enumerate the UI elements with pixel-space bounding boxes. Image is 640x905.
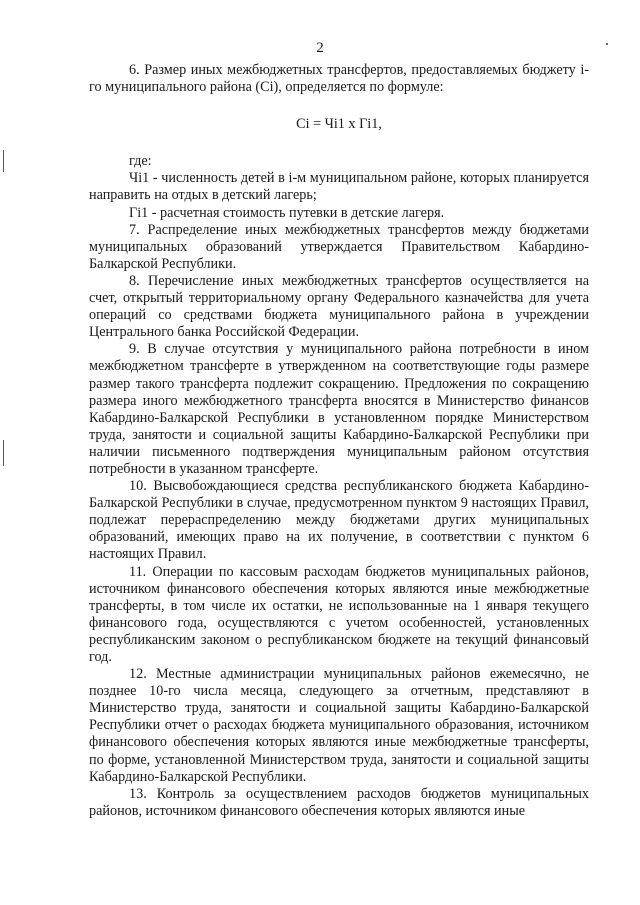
paragraph-9: 9. В случае отсутствия у муниципального района потребности в ином межбюджетном трансферте в утвержденном на соответствующие годы размере размер такого трансферта подлежит сокращению. Предложения по сокращению размера иного межбюджетного трансферта вносятся в Министерство финансов Кабардино-Балкарской Республики в установленном порядке Министерством труда, занятости и социальной защиты Кабардино-Балкарской Республики при наличии письменного подтверждения муниципальным районом отсутствия потребности в указанном трансферте. bbox=[89, 341, 589, 477]
formula-term-gi1: Гi1 - расчетная стоимость путевки в детские лагеря. bbox=[129, 204, 445, 221]
scan-margin-mark bbox=[3, 440, 4, 466]
formula: Сi = Чi1 x Гi1, bbox=[296, 116, 382, 133]
formula-term-chi1: Чi1 - численность детей в i-м муниципальном районе, которых планируется направить на отдых в детский лагерь; bbox=[89, 170, 589, 204]
scan-margin-mark bbox=[3, 150, 4, 172]
paragraph-6: 6. Размер иных межбюджетных трансфертов, предоставляемых бюджету i-го муниципального района (Сi), определяется по формуле: bbox=[89, 62, 589, 96]
paragraph-8: 8. Перечисление иных межбюджетных трансфертов осуществляется на счет, открытый территориальному органу Федерального казначейства для учета операций со средствами бюджета муниципального района в учреждении Центрального банка Российской Федерации. bbox=[89, 272, 589, 341]
page-number: 2 bbox=[316, 40, 324, 56]
paragraph-12: 12. Местные администрации муниципальных районов ежемесячно, не позднее 10-го числа месяца, следующего за отчетным, представляют в Министерство труда, занятости и социальной защиты Кабардино-Балкарской Республики отчет о расходах бюджета муниципального образования, источником финансового обеспечения которых являются иные межбюджетные трансферты, по форме, установленной Министерством труда, занятости и социальной защиты Кабардино-Балкарской Республики. bbox=[89, 666, 589, 785]
paragraph-7: 7. Распределение иных межбюджетных трансфертов между бюджетами муниципальных образований утверждается Правительством Кабардино-Балкарской Республики. bbox=[89, 221, 589, 272]
paragraph-13: 13. Контроль за осуществлением расходов бюджетов муниципальных районов, источником финансового обеспечения которых являются иные bbox=[89, 785, 589, 819]
paragraph-10: 10. Высвобождающиеся средства республиканского бюджета Кабардино-Балкарской Республики в случае, предусмотренном пунктом 9 настоящих Правил, подлежат перераспределению между бюджетами других муниципальных образований, имеющих право на их получение, в соответствии с пунктом 6 настоящих Правил. bbox=[89, 478, 589, 563]
formula-where: где: bbox=[129, 153, 152, 170]
document-body bbox=[89, 62, 589, 820]
paragraph-11: 11. Операции по кассовым расходам бюджетов муниципальных районов, источником финансового обеспечения которых являются иные межбюджетные трансферты, в том числе их остатки, не использованные на 1 января текущего финансового года, осуществляются с учетом особенностей, установленных республиканским законом о республиканском бюджете на текущий финансовый год. bbox=[89, 563, 589, 665]
